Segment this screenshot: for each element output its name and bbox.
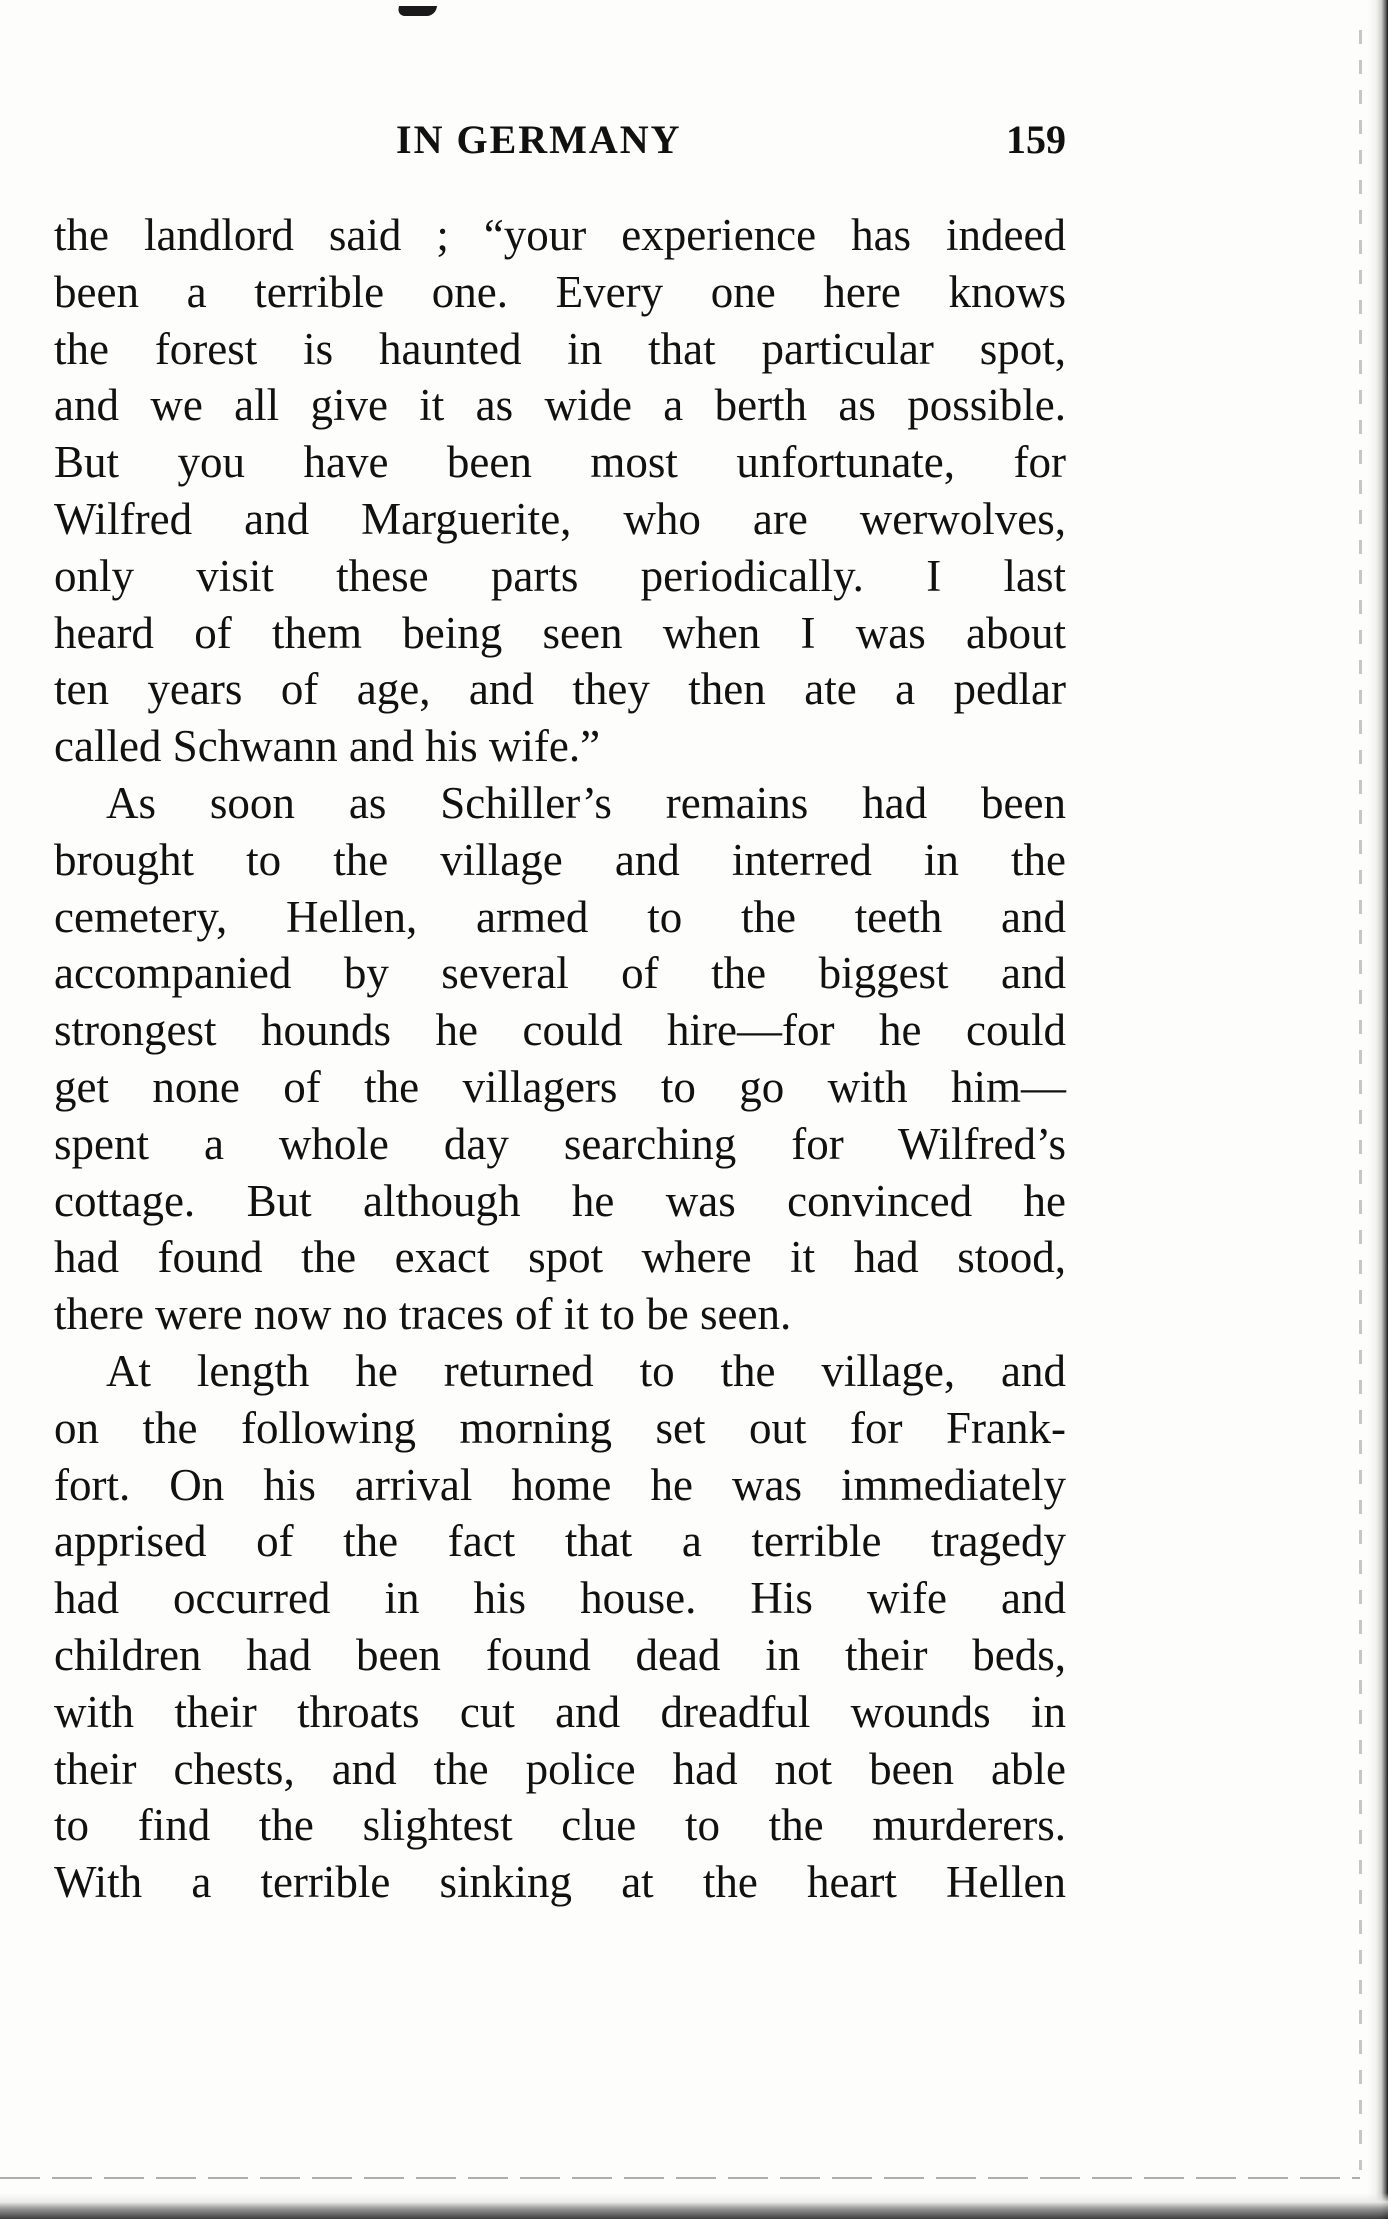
text-line: fort. On his arrival home he was immediately xyxy=(54,1459,1066,1510)
text-line: brought to the village and interred in the xyxy=(54,834,1066,885)
running-title: IN GERMANY xyxy=(396,117,682,162)
text-line: strongest hounds he could hire—for he could xyxy=(54,1005,1066,1056)
text-line: had found the exact spot where it had stood, xyxy=(54,1232,1066,1283)
text-line: the landlord said ; “your experience has indeed xyxy=(54,210,1066,260)
text-line: their chests, and the police had not been able xyxy=(54,1743,1066,1794)
text-line: At length he returned to the village, and xyxy=(106,1345,1066,1396)
text-line: As soon as Schiller’s remains had been xyxy=(106,777,1066,828)
text-line: Wilfred and Marguerite, who are werwolves, xyxy=(54,493,1066,544)
text-line: cottage. But although he was convinced he xyxy=(54,1175,1066,1226)
text-line: children had been found dead in their beds, xyxy=(54,1629,1066,1680)
text-line: the forest is haunted in that particular spot, xyxy=(54,323,1066,374)
text-line: cemetery, Hellen, armed to the teeth and xyxy=(54,891,1066,942)
running-head xyxy=(56,112,1066,168)
page-number: 159 xyxy=(1006,117,1066,162)
text-line: But you have been most unfortunate, for xyxy=(54,437,1066,488)
page-edge-trace xyxy=(1359,30,1362,2170)
text-line: spent a whole day searching for Wilfred’s xyxy=(54,1118,1066,1169)
text-line: had occurred in his house. His wife and xyxy=(54,1573,1066,1624)
text-line: and we all give it as wide a berth as possible. xyxy=(54,380,1066,431)
text-line: with their throats cut and dreadful wounds in xyxy=(54,1686,1066,1737)
text-line: accompanied by several of the biggest and xyxy=(54,948,1066,999)
text-line: to find the slightest clue to the murderers. xyxy=(54,1800,1066,1851)
text-line: there were now no traces of it to be seen. xyxy=(54,1289,792,1340)
text-line: heard of them being seen when I was about xyxy=(54,607,1066,658)
page-bottom-trace xyxy=(0,2177,1360,2179)
text-line: called Schwann and his wife.” xyxy=(54,721,601,772)
page-edge-shadow xyxy=(1366,0,1388,2219)
text-line: ten years of age, and they then ate a pedlar xyxy=(54,664,1066,715)
text-line: With a terrible sinking at the heart Hellen xyxy=(54,1857,1066,1908)
body-text xyxy=(54,207,1066,1911)
text-line: apprised of the fact that a terrible tragedy xyxy=(54,1516,1066,1567)
text-line: on the following morning set out for Frank- xyxy=(54,1402,1066,1453)
text-line: been a terrible one. Every one here knows xyxy=(54,266,1066,317)
text-line: only visit these parts periodically. I last xyxy=(54,550,1066,601)
page-bottom-edge xyxy=(0,2193,1388,2219)
text-line: get none of the villagers to go with him— xyxy=(54,1061,1066,1112)
ink-mark xyxy=(397,6,437,16)
